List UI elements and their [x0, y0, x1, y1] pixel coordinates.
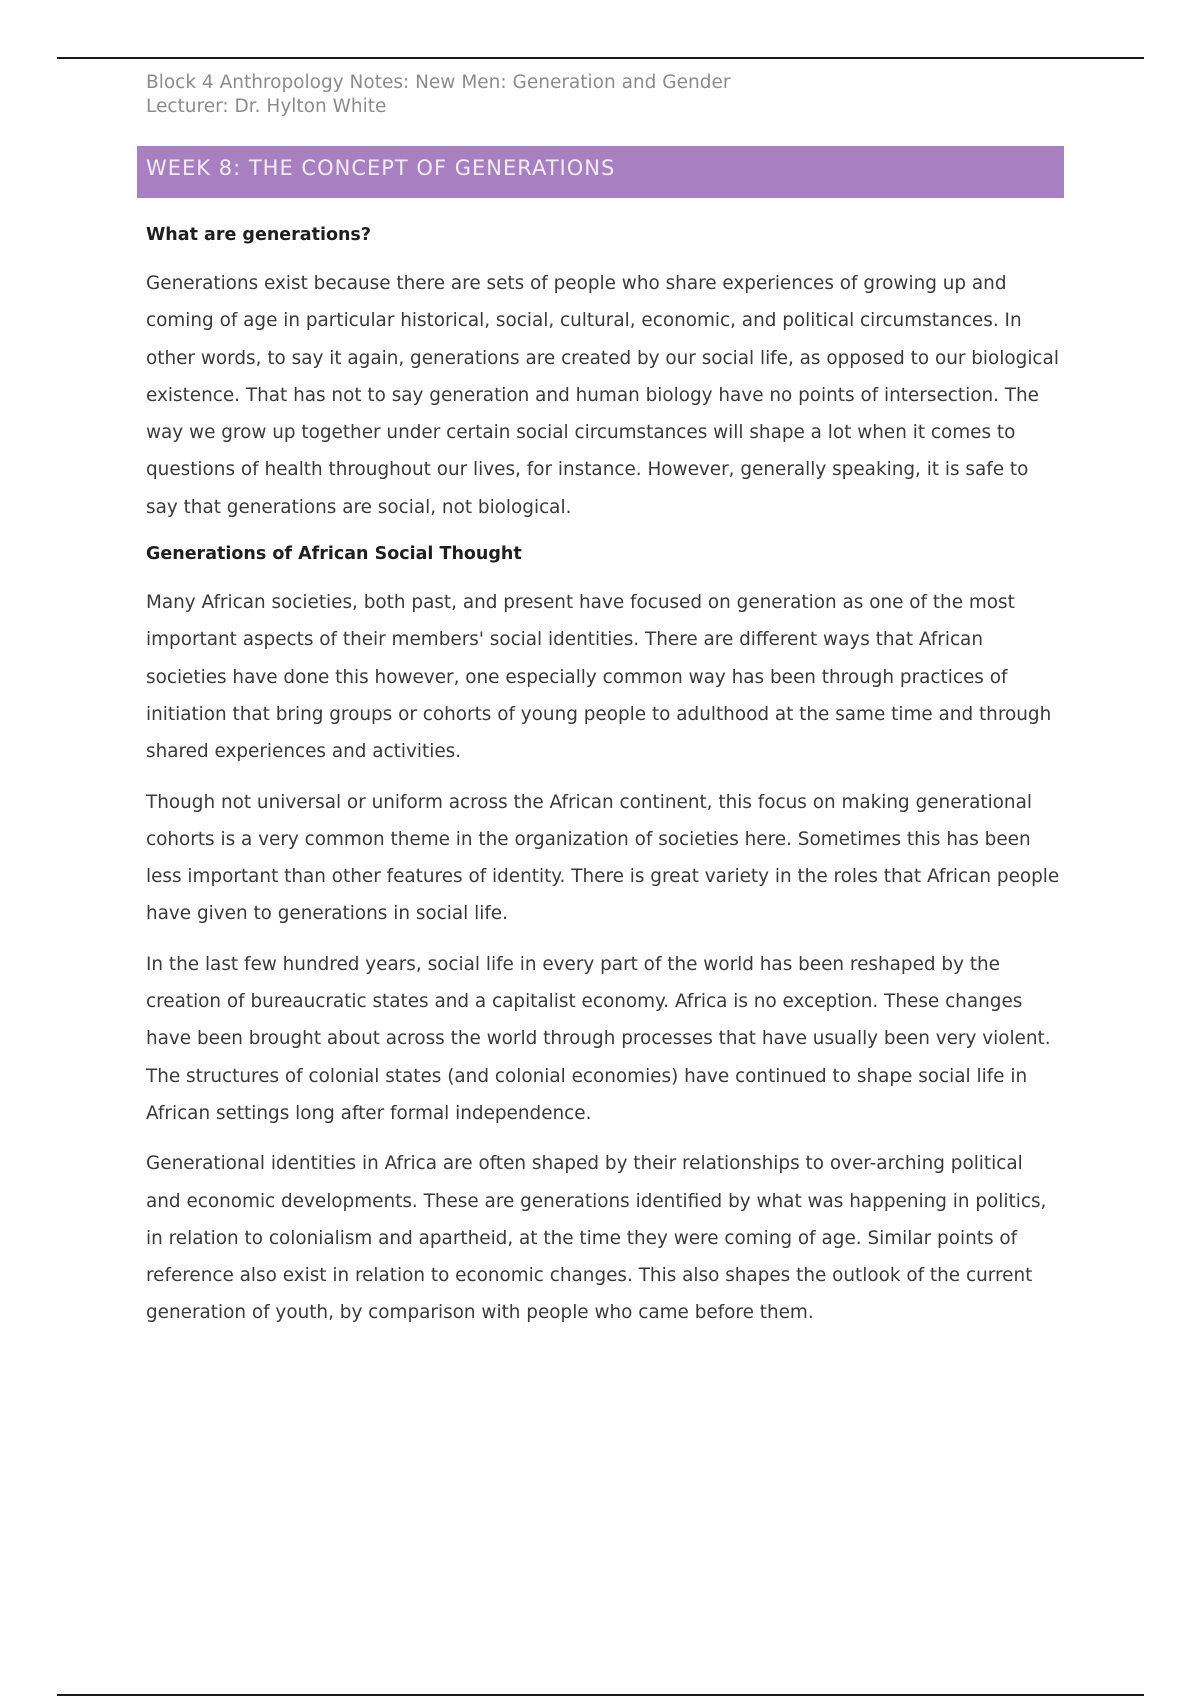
section-banner [137, 146, 1064, 198]
document-header [146, 71, 730, 119]
subheading-what-are-generations: What are generations? [146, 225, 372, 245]
top-rule [57, 57, 1144, 59]
document-body [146, 220, 1061, 1332]
paragraph: Generational identities in Africa are often shaped by their relationships to over-arching political and economic developments. These are generations identified by what was happening in politics, in relation to colonialism and apartheid, at the time they were coming of age. Similar points of reference also exist in relation to economic changes. This also shapes the outlook of the current generation of youth, by comparison with people who came before them. [146, 1153, 1047, 1324]
bottom-rule [57, 1694, 1144, 1696]
paragraph: Many African societies, both past, and present have focused on generation as one of the most important aspects of their members' social identities. There are different ways that African societies have done this however, one especially common way has been through practices of initiation that bring groups or cohorts of young people to adulthood at the same time and through shared experiences and activities. [146, 592, 1052, 763]
section-title: WEEK 8: THE CONCEPT OF GENERATIONS [146, 156, 616, 180]
paragraph: In the last few hundred years, social life in every part of the world has been reshaped by the creation of bureaucratic states and a capitalist economy. Africa is no exception. These changes have been brought about across the world through processes that have usually been very violent. The structures of colonial states (and colonial economies) have continued to shape social life in African settings long after formal independence. [146, 953, 1051, 1124]
header-course-title: Block 4 Anthropology Notes: New Men: Generation and Gender [146, 72, 731, 93]
paragraph: Generations exist because there are sets of people who share experiences of growing up and coming of age in particular historical, social, cultural, economic, and political circumstances. In other words, to say it again, generations are created by our social life, as opposed to our biological existence. That has not to say generation and human biology have no points of intersection. The way we grow up together under certain social circumstances will shape a lot when it comes to questions of health throughout our lives, for instance. However, generally speaking, it is safe to say that generations are social, not biological. [146, 273, 1059, 518]
header-lecturer: Lecturer: Dr. Hylton White [146, 96, 387, 117]
subheading-african-social-thought: Generations of African Social Thought [146, 544, 522, 565]
paragraph: Though not universal or uniform across the African continent, this focus on making generational cohorts is a very common theme in the organization of societies here. Sometimes this has been less important than other features of identity. There is great variety in the roles that African people have given to generations in social life. [146, 791, 1060, 925]
